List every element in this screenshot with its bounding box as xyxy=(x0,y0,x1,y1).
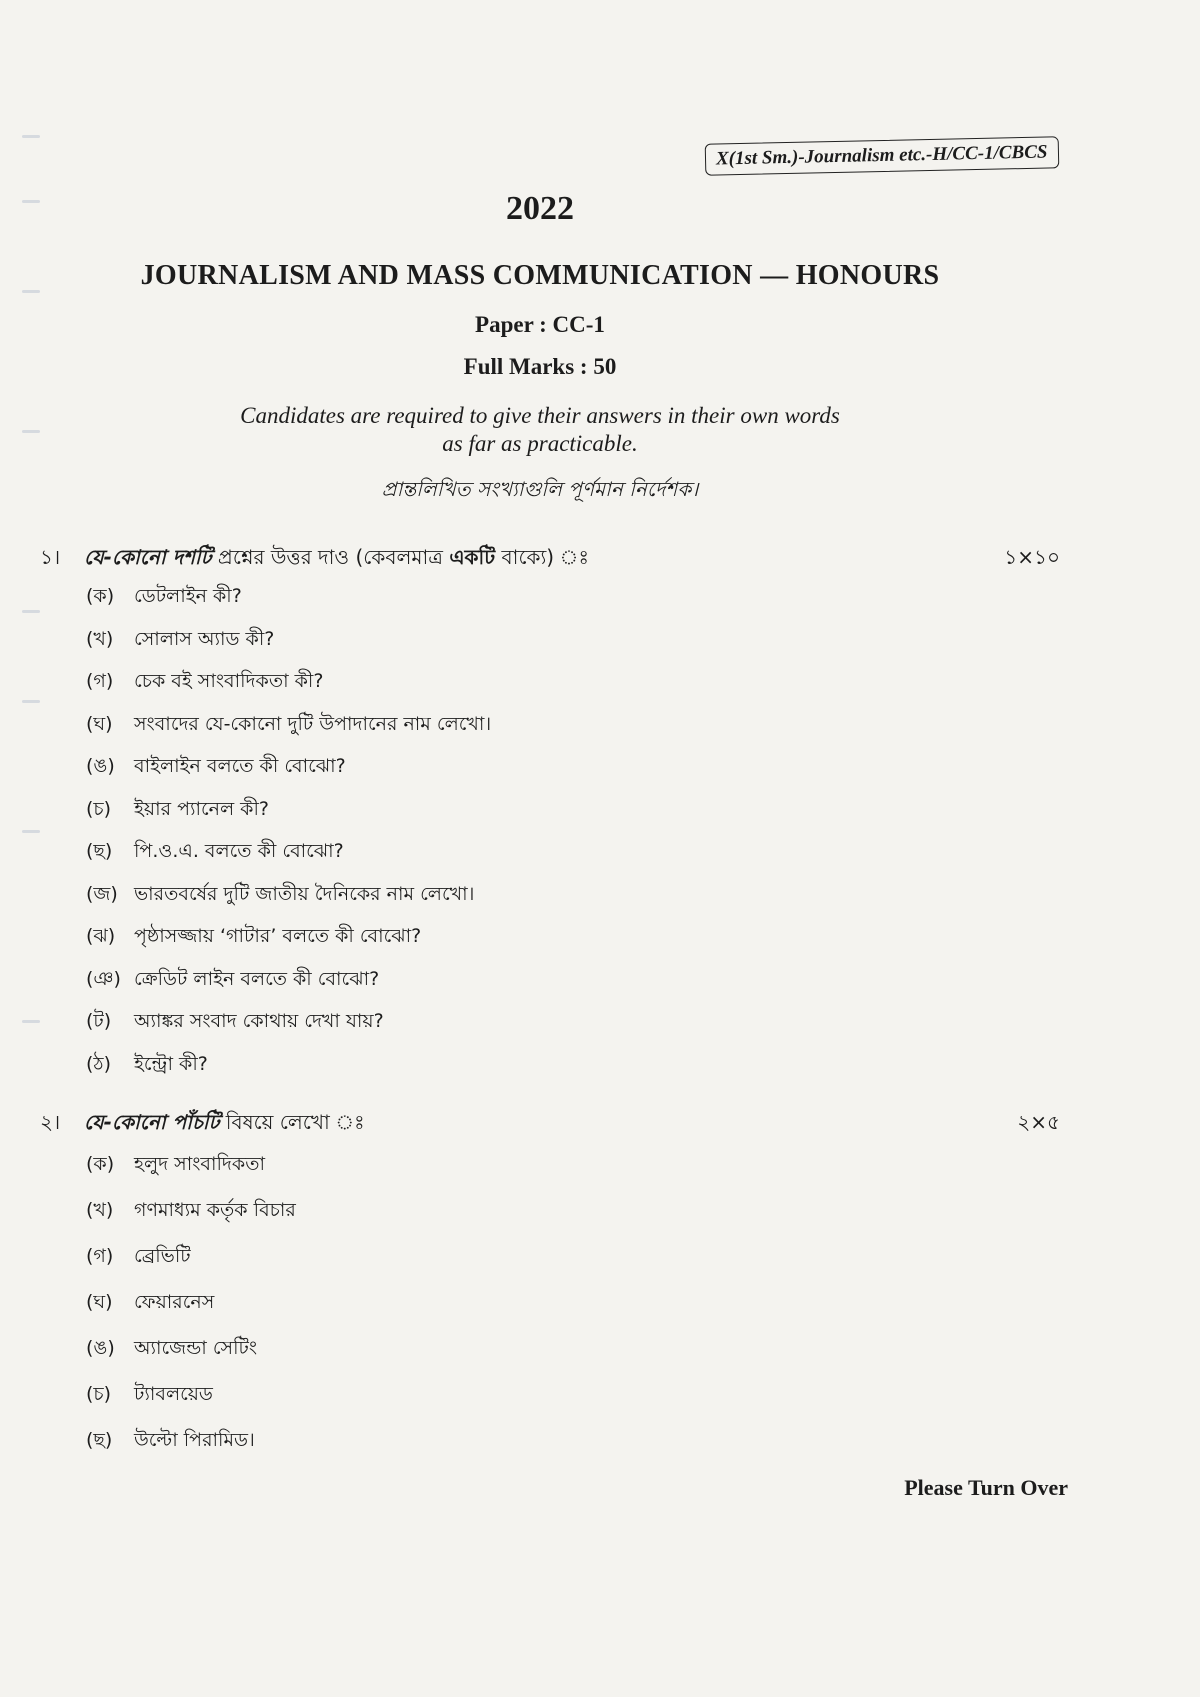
full-marks: Full Marks : 50 xyxy=(463,354,617,379)
item-label: (গ) xyxy=(86,670,114,692)
please-turn-over: Please Turn Over xyxy=(904,1475,1068,1500)
list-item xyxy=(86,1288,296,1334)
item-label: (ঘ) xyxy=(86,1291,113,1313)
item-text: সোলাস অ্যাড কী? xyxy=(134,627,275,650)
question-text: প্রশ্নের উত্তর দাও (কেবলমাত্র xyxy=(211,545,450,569)
question-number: ১। xyxy=(40,545,61,569)
exam-year: 2022 xyxy=(506,190,574,227)
item-text: ইন্ট্রো কী? xyxy=(134,1052,208,1075)
list-item xyxy=(86,667,491,710)
item-text: ক্রেডিট লাইন বলতে কী বোঝো? xyxy=(134,967,380,990)
list-item xyxy=(86,880,491,923)
list-item xyxy=(86,795,491,838)
edge-mark xyxy=(22,610,40,613)
item-text: বাইলাইন বলতে কী বোঝো? xyxy=(134,755,346,777)
list-item xyxy=(86,625,491,668)
item-label: (ছ) xyxy=(86,1429,113,1451)
list-item xyxy=(86,1050,491,1093)
item-text: ট্যাবলয়েড xyxy=(134,1383,213,1405)
list-item xyxy=(86,582,491,625)
list-item xyxy=(86,1196,296,1242)
question-1-heading xyxy=(40,543,1060,576)
question-lead: যে-কোনো পাঁচটি xyxy=(84,1110,220,1134)
list-item xyxy=(86,1426,296,1472)
item-label: (জ) xyxy=(86,882,118,905)
edge-mark xyxy=(22,1020,40,1023)
marks-note: প্রান্তলিখিত সংখ্যাগুলি পূর্ণমান নির্দেশক। xyxy=(381,477,699,501)
item-label: (চ) xyxy=(86,797,112,820)
list-item xyxy=(86,837,491,880)
paper-number: Paper : CC-1 xyxy=(475,312,605,337)
item-text: চেক বই সাংবাদিকতা কী? xyxy=(134,670,324,692)
question-text: বাক্যে) ঃ xyxy=(495,545,590,569)
item-label: (ক) xyxy=(86,1153,115,1175)
item-label: (খ) xyxy=(86,627,114,650)
question-emphasis: একটি xyxy=(449,545,496,569)
list-item xyxy=(86,1007,491,1050)
item-text: অ্যাজেন্ডা সেটিং xyxy=(134,1337,258,1359)
item-text: ফেয়ারনেস xyxy=(134,1291,215,1313)
edge-mark xyxy=(22,830,40,833)
edge-mark xyxy=(22,135,40,138)
question-1-list xyxy=(86,582,491,1092)
item-text: পি.ও.এ. বলতে কী বোঝো? xyxy=(134,840,344,862)
list-item xyxy=(86,1334,296,1380)
question-marks: ২×৫ xyxy=(1017,1110,1060,1134)
item-label: (ঙ) xyxy=(86,1337,115,1359)
item-label: (চ) xyxy=(86,1383,112,1405)
question-2-list xyxy=(86,1150,296,1472)
item-text: ভারতবর্ষের দুটি জাতীয় দৈনিকের নাম লেখো। xyxy=(134,882,475,905)
instructions xyxy=(0,402,1080,458)
instruction-line: as far as practicable. xyxy=(442,431,638,456)
edge-mark xyxy=(22,700,40,703)
item-label: (ঞ) xyxy=(86,967,121,990)
item-label: (খ) xyxy=(86,1199,114,1221)
question-marks: ১×১০ xyxy=(1004,545,1060,569)
list-item xyxy=(86,1380,296,1426)
list-item xyxy=(86,752,491,795)
question-number: ২। xyxy=(40,1110,61,1134)
list-item xyxy=(86,922,491,965)
item-label: (ট) xyxy=(86,1010,112,1032)
item-text: ডেটলাইন কী? xyxy=(134,585,242,607)
item-label: (ছ) xyxy=(86,840,113,862)
question-text: বিষয়ে লেখো ঃ xyxy=(219,1110,365,1134)
item-text: ইয়ার প্যানেল কী? xyxy=(134,797,269,820)
item-label: (ঘ) xyxy=(86,712,113,735)
question-2-heading xyxy=(40,1108,1060,1141)
item-label: (ঝ) xyxy=(86,925,116,947)
item-text: উল্টো পিরামিড। xyxy=(134,1429,255,1451)
list-item xyxy=(86,1242,296,1288)
item-label: (ক) xyxy=(86,585,115,607)
item-text: গণমাধ্যম কর্তৃক বিচার xyxy=(134,1199,296,1221)
item-text: পৃষ্ঠাসজ্জায় ‘গাটার’ বলতে কী বোঝো? xyxy=(134,925,422,947)
item-text: অ্যাঙ্কর সংবাদ কোথায় দেখা যায়? xyxy=(134,1010,384,1032)
item-text: ব্রেভিটি xyxy=(134,1245,191,1267)
list-item xyxy=(86,1150,296,1196)
list-item xyxy=(86,965,491,1008)
paper-code: X(1st Sm.)-Journalism etc.-H/CC-1/CBCS xyxy=(704,136,1058,175)
question-lead: যে-কোনো দশটি xyxy=(84,545,212,569)
item-label: (ঙ) xyxy=(86,755,115,777)
item-label: (ঠ) xyxy=(86,1052,111,1075)
subject-title: JOURNALISM AND MASS COMMUNICATION — HONOURS xyxy=(140,260,940,291)
item-text: সংবাদের যে-কোনো দুটি উপাদানের নাম লেখো। xyxy=(134,712,492,735)
list-item xyxy=(86,710,491,753)
item-label: (গ) xyxy=(86,1245,114,1267)
instruction-line: Candidates are required to give their answers in their own words xyxy=(240,403,840,428)
item-text: হলুদ সাংবাদিকতা xyxy=(134,1153,265,1175)
